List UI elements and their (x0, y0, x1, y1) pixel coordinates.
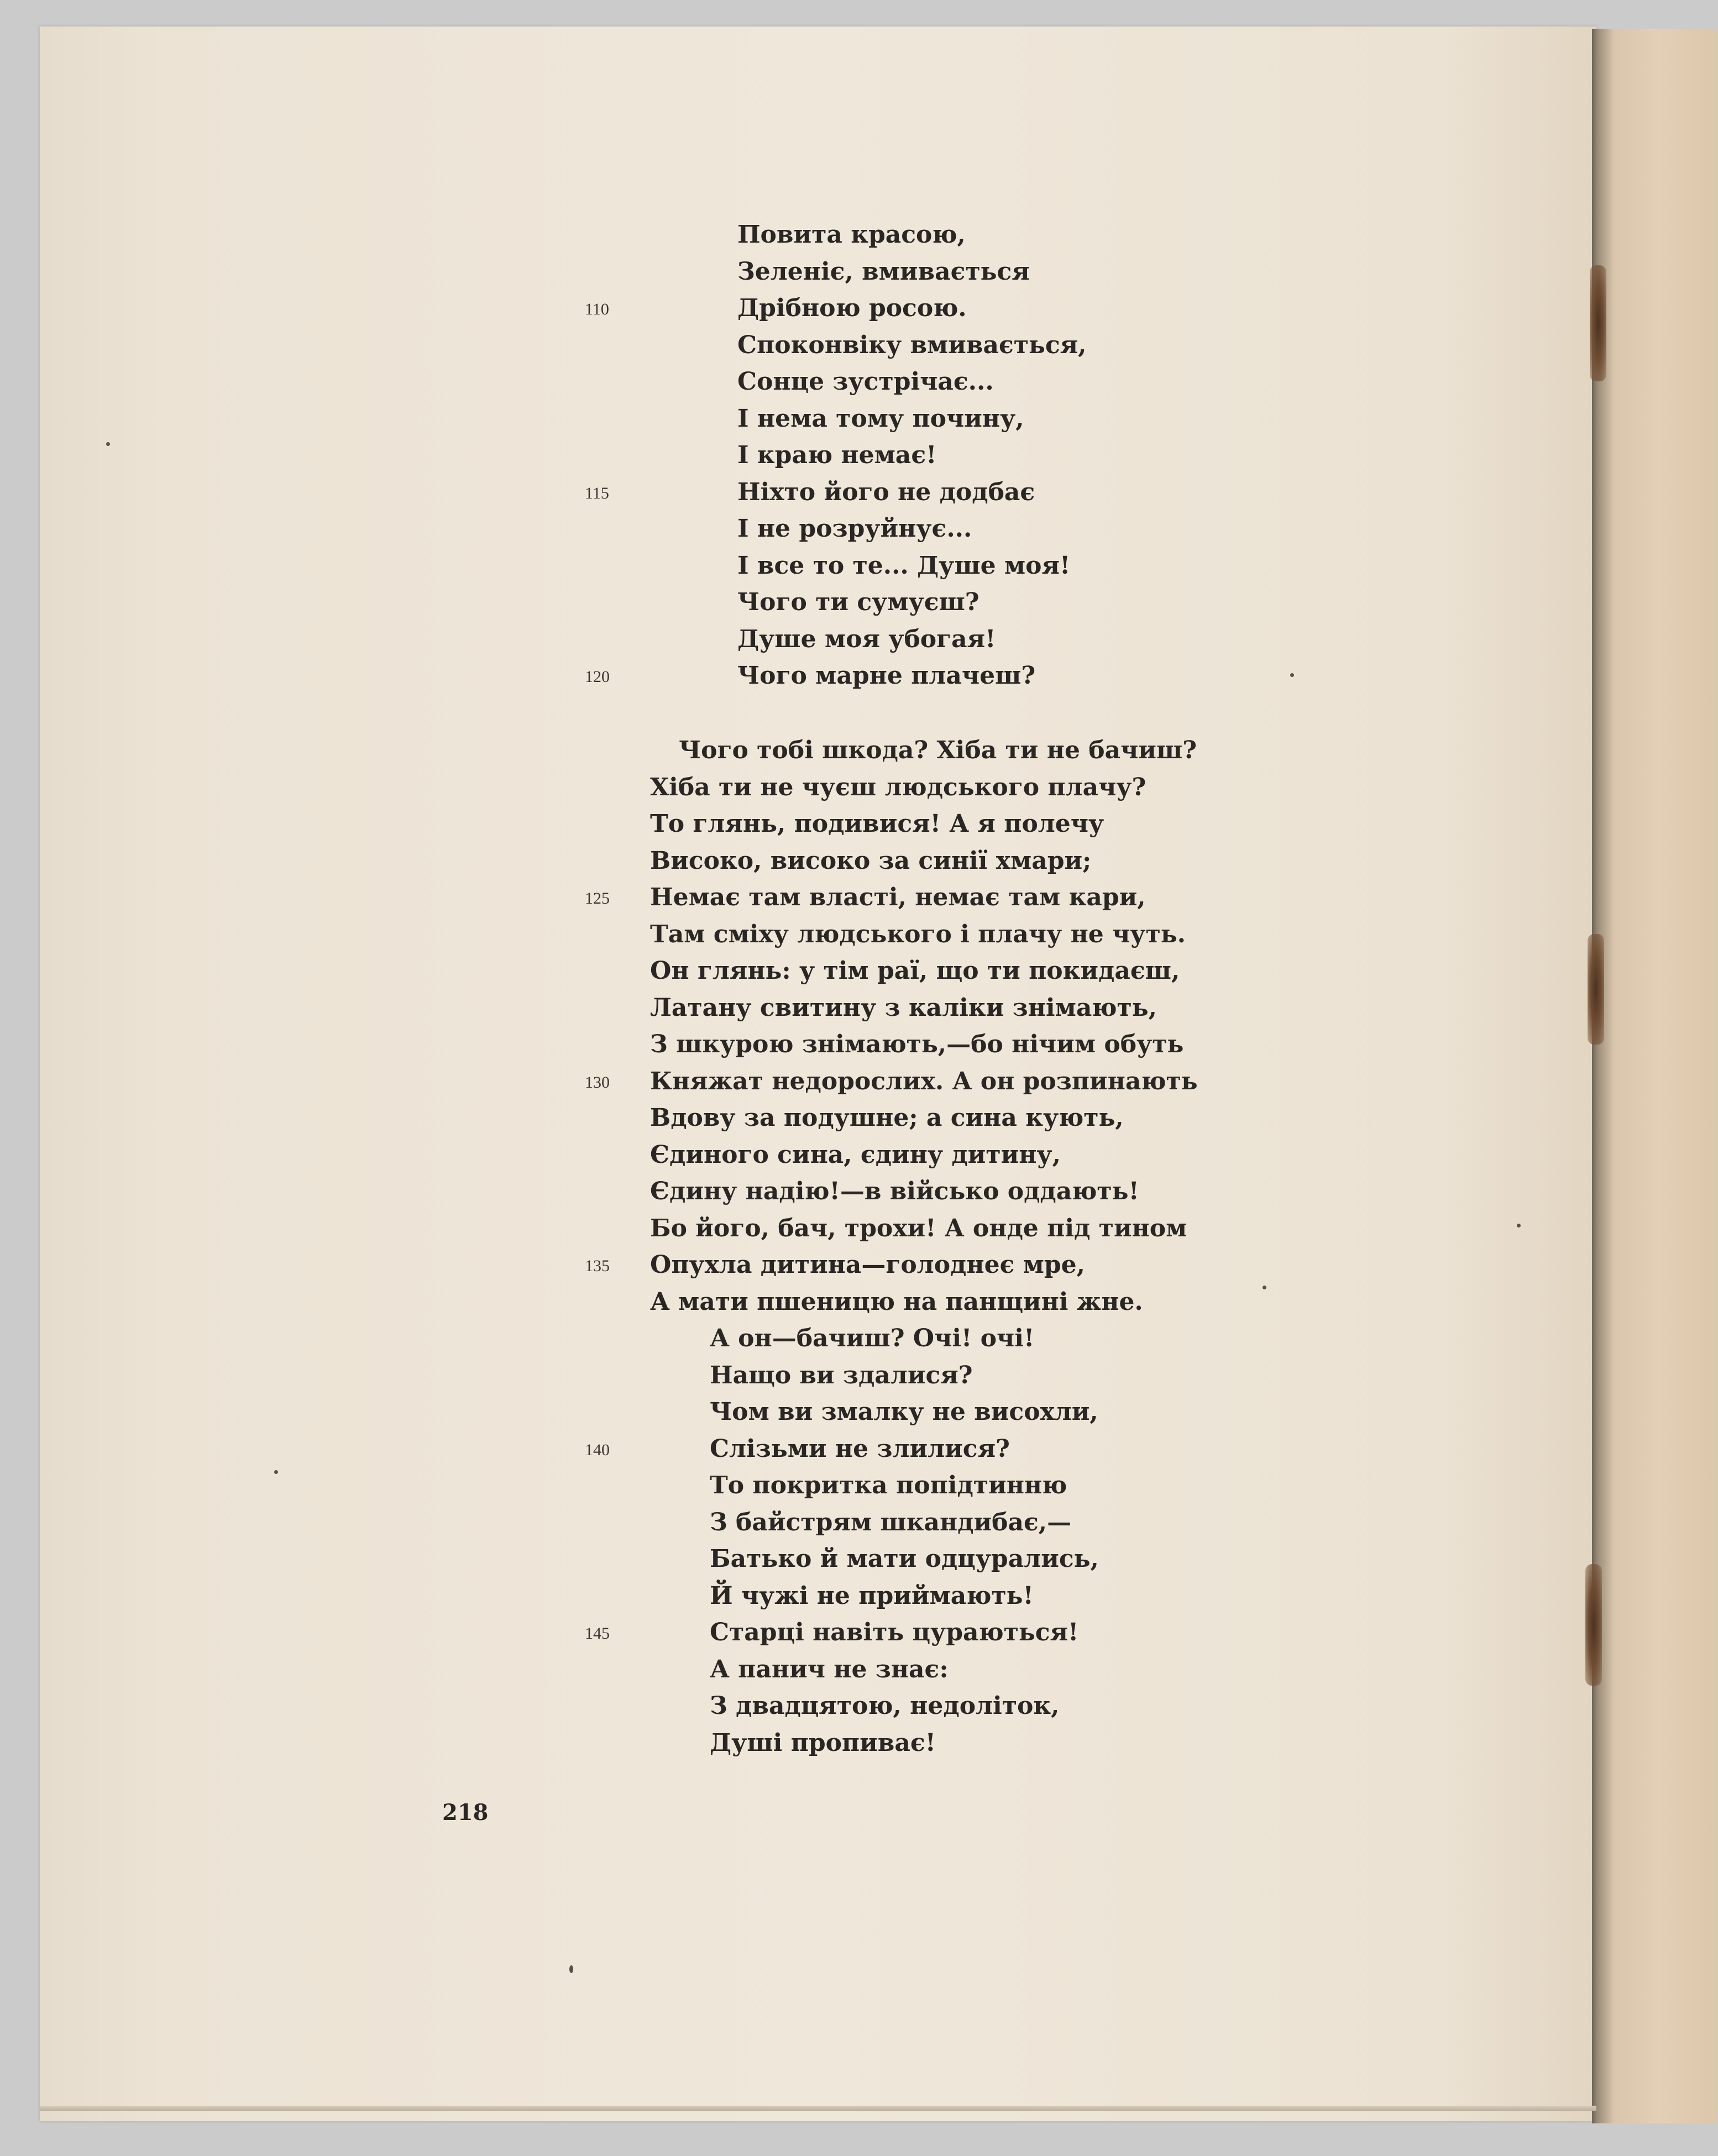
poem-line: Ніхто його не додбає (737, 478, 1035, 506)
line-number: 130 (585, 1073, 610, 1092)
poem-line: З двадцятою, недоліток, (710, 1692, 1060, 1720)
line-number: 110 (585, 300, 609, 318)
paper-speck (569, 1965, 573, 1973)
paper-speck (1290, 673, 1294, 677)
binding-stain (1590, 265, 1606, 381)
poem-line: Опухла дитина—голоднеє мре, (650, 1251, 1085, 1279)
poem-line: Латану свитину з каліки знімають, (650, 994, 1157, 1022)
line-number: 115 (585, 484, 609, 502)
binding-stain (1585, 1564, 1602, 1686)
poem-line: І не розруйнує... (737, 515, 972, 543)
poem-line: Й чужі не приймають! (710, 1582, 1034, 1610)
poem-line: І все то те... Душе моя! (737, 552, 1071, 580)
poem-line: Повита красою, (737, 221, 966, 249)
poem-line: Зеленіє, вмивається (737, 258, 1030, 286)
poem-line: Чого марне плачеш? (737, 662, 1036, 690)
line-number: 140 (585, 1441, 610, 1459)
poem-line: А он—бачиш? Очі! очі! (710, 1324, 1035, 1352)
poem-line: Дрібною росою. (737, 294, 967, 322)
paper-speck (1517, 1224, 1521, 1227)
poem-line: Споконвіку вмивається, (737, 331, 1087, 359)
line-number: 145 (585, 1624, 610, 1643)
page-bottom-edge (40, 2106, 1596, 2111)
poem-line: Немає там власті, немає там кари, (650, 883, 1146, 911)
binding-stain (1588, 934, 1604, 1045)
poem-line: З байстрям шкандибає,— (710, 1508, 1072, 1536)
poem-line: То покритка попідтинню (710, 1471, 1067, 1499)
page-number: 218 (442, 1800, 489, 1825)
line-number: 120 (585, 668, 610, 686)
poem-line: Високо, високо за синії хмари; (650, 847, 1092, 875)
poem-line: Душі пропиває! (710, 1729, 936, 1757)
poem-line: Нащо ви здалися? (710, 1361, 973, 1389)
poem-line: Он глянь: у тім раї, що ти покидаєш, (650, 957, 1180, 985)
poem-line: Вдову за подушне; а сина кують, (650, 1104, 1124, 1132)
poem-line: Єдиного сина, єдину дитину, (650, 1141, 1061, 1169)
poem-line: З шкурою знімають,—бо нічим обуть (650, 1030, 1184, 1058)
poem-line: Чого тобі шкода? Хіба ти не бачиш? (679, 736, 1197, 764)
poem-line: Слізьми не злилися? (710, 1435, 1010, 1463)
poem-line: То глянь, подивися! А я полечу (650, 810, 1104, 838)
poem-line: Душе моя убогая! (737, 625, 996, 653)
poem-line: Чом ви змалку не висохли, (710, 1398, 1098, 1426)
page-fold-edge (1592, 29, 1717, 2123)
paper-speck (1263, 1286, 1266, 1289)
poem-line: І нема тому почину, (737, 405, 1024, 433)
paper-speck (274, 1470, 278, 1474)
poem-line: Бо його, бач, трохи! А онде під тином (650, 1214, 1187, 1242)
poem-line: Княжат недорослих. А он розпинають (650, 1067, 1198, 1095)
paper-speck (106, 442, 110, 446)
poem-line: А мати пшеницю на панщині жне. (650, 1288, 1143, 1316)
poem-line: Хіба ти не чуєш людського плачу? (650, 773, 1146, 801)
poem-line: Чого ти сумуєш? (737, 588, 980, 616)
poem-line: А панич не знає: (710, 1655, 949, 1683)
poem-line: І краю немає! (737, 441, 937, 469)
poem-line: Там сміху людського і плачу не чуть. (650, 920, 1186, 948)
poem-line: Старці навіть цураються! (710, 1618, 1079, 1646)
poem-line: Батько й мати одцурались, (710, 1545, 1099, 1573)
line-number: 125 (585, 889, 610, 907)
line-number: 135 (585, 1257, 610, 1275)
poem-line: Сонце зустрічає... (737, 368, 994, 396)
poem-line: Єдину надію!—в військо оддають! (650, 1177, 1139, 1205)
